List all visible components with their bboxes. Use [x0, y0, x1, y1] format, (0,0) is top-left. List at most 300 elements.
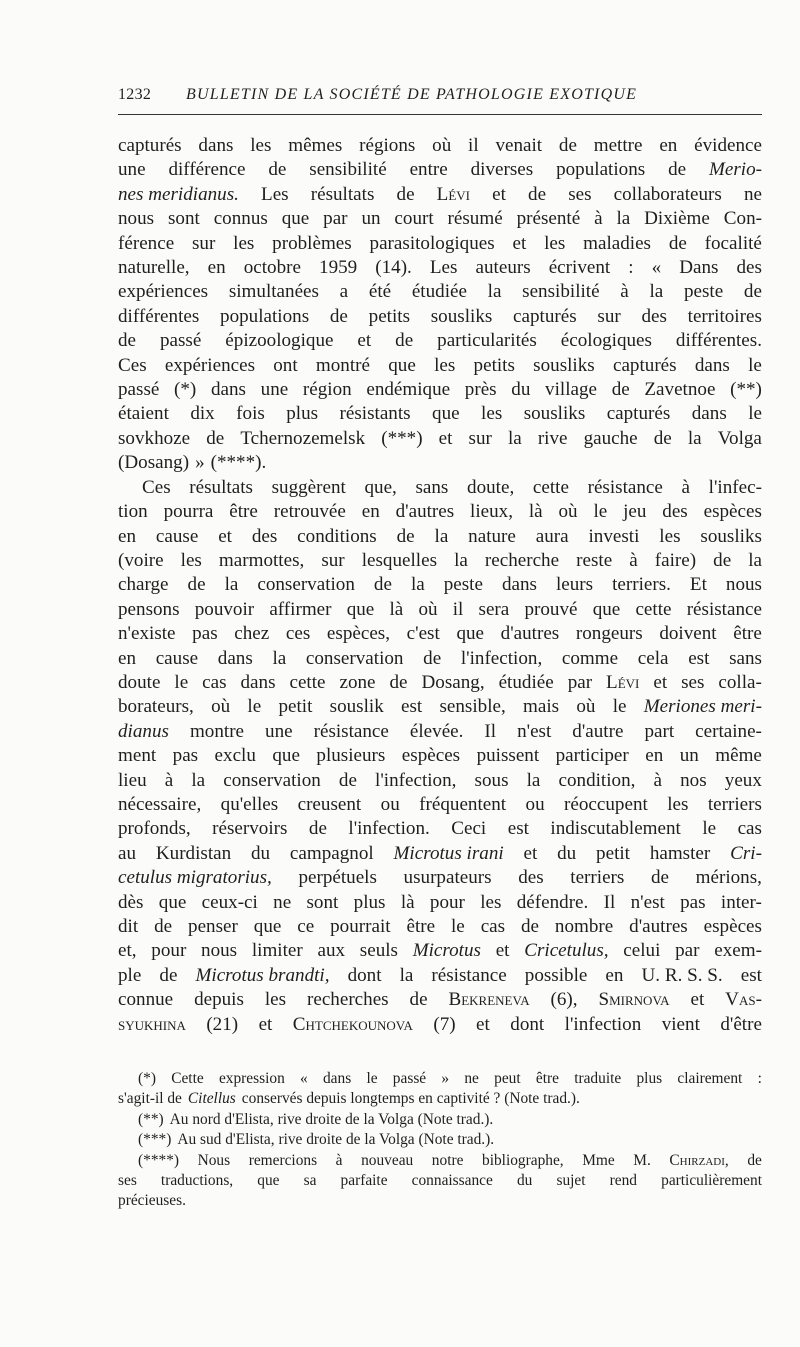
word: de: [747, 1151, 762, 1169]
text-line: [118, 207, 762, 231]
word: conservation: [223, 769, 321, 791]
word: écologiques: [560, 330, 652, 352]
footnote-1-cont: [118, 1089, 762, 1109]
word: où: [576, 696, 596, 718]
word: :: [757, 1070, 762, 1087]
word: de: [118, 330, 137, 352]
text-line: [118, 525, 762, 549]
word: est: [507, 818, 529, 840]
word: (Dosang): [118, 452, 190, 474]
word: la: [434, 525, 449, 547]
word: sovkhoze: [118, 427, 191, 449]
word: que: [432, 403, 460, 425]
word: le: [247, 696, 262, 718]
word: peut: [494, 1070, 521, 1087]
word: dans: [210, 379, 246, 401]
word: nouveau: [361, 1151, 414, 1169]
word: montre: [189, 720, 245, 742]
word: le: [451, 916, 465, 937]
text-line: [118, 769, 762, 793]
word: n'est: [630, 891, 665, 913]
word: par: [675, 940, 700, 962]
word: en: [118, 647, 137, 669]
word: Microtus: [412, 940, 481, 962]
word: par: [323, 208, 348, 230]
word: un: [679, 745, 699, 767]
word: certaine-: [695, 720, 762, 742]
word: hamster: [649, 842, 711, 864]
word: plusieurs: [316, 745, 386, 767]
word: chez: [234, 623, 270, 645]
word: sousliks: [700, 525, 762, 547]
author-name: Vas-: [725, 989, 762, 1011]
word: naturelle,: [118, 257, 190, 279]
word: seuls: [359, 940, 398, 962]
body-text: [118, 134, 762, 1037]
word: 1959: [319, 257, 358, 279]
word: de: [743, 281, 762, 303]
word: à: [653, 769, 663, 791]
word: perpétuels: [298, 867, 377, 889]
word: pas: [172, 745, 199, 767]
word: capturés: [606, 403, 671, 425]
word: profonds,: [118, 818, 191, 840]
word: la: [224, 574, 239, 596]
word: nos: [680, 769, 707, 791]
text-line: [118, 647, 762, 671]
word: zone: [339, 671, 376, 693]
word: il: [452, 598, 464, 620]
word: sousliks: [523, 403, 586, 425]
word: problèmes: [272, 232, 352, 254]
word: connue: [118, 989, 174, 1011]
word: espèces: [703, 916, 762, 937]
word: Tchernozemelsk: [240, 427, 366, 449]
word: ses: [118, 1172, 137, 1190]
word: le: [748, 403, 762, 425]
word: notre: [431, 1151, 464, 1169]
word: sur: [597, 305, 621, 327]
word: sur: [468, 427, 492, 449]
word: la: [454, 549, 468, 571]
page-number: 1232: [118, 86, 152, 103]
word: la: [649, 281, 664, 303]
word: la: [399, 964, 414, 986]
word: la: [507, 427, 522, 449]
word: le: [593, 501, 608, 523]
word: »: [441, 1070, 450, 1087]
word: la: [616, 208, 631, 230]
word: fois: [236, 403, 265, 425]
word: Con-: [723, 208, 762, 230]
word: cette: [532, 476, 569, 498]
word: parasitologiques: [369, 232, 495, 254]
word: là: [528, 501, 543, 523]
word: une: [260, 379, 289, 401]
word: ne: [273, 891, 292, 913]
word: la: [487, 281, 502, 303]
word: rend: [609, 1172, 638, 1190]
word: octobre: [243, 257, 301, 279]
word: marmottes,: [218, 549, 305, 571]
word: dans: [691, 403, 727, 425]
word: espèces,: [326, 623, 391, 645]
word: petits: [368, 305, 411, 327]
word: de: [329, 305, 348, 327]
word: parfaite: [340, 1172, 388, 1190]
word: est: [401, 696, 423, 718]
word: connaissance: [411, 1172, 493, 1190]
footnote-2: [118, 1110, 762, 1130]
word: Dixième: [644, 208, 710, 230]
word: cette: [635, 598, 672, 620]
word: les: [264, 989, 287, 1011]
word: sur: [191, 232, 216, 254]
word: élevée.: [409, 720, 464, 742]
word: d'autres: [395, 501, 455, 523]
word: prouvé: [524, 598, 578, 620]
word: auteurs: [475, 257, 531, 279]
word: et: [512, 232, 527, 254]
word: où: [418, 598, 438, 620]
word: où: [558, 501, 578, 523]
word: (voire: [118, 549, 164, 571]
word: du: [557, 842, 577, 864]
word: sousliks: [533, 354, 595, 376]
word: du: [511, 379, 531, 401]
word: leurs: [555, 574, 594, 596]
word: dont: [347, 964, 382, 986]
word: résistants: [339, 403, 411, 425]
paragraph-start: [118, 476, 762, 500]
word: de: [373, 574, 392, 596]
word: le: [748, 354, 762, 376]
word: Citellus: [187, 1090, 236, 1108]
word: Cricetulus,: [524, 940, 609, 962]
word: l'infection: [564, 1013, 642, 1035]
word: et: [495, 940, 510, 962]
word: à: [335, 1151, 343, 1169]
word: (21): [206, 1013, 239, 1035]
word: résistance: [431, 964, 507, 986]
word: sur: [321, 549, 345, 571]
word: Les: [261, 183, 289, 205]
word: où: [211, 696, 231, 718]
word: (****): [138, 1151, 180, 1169]
word: est: [688, 647, 710, 669]
word: village: [545, 379, 598, 401]
word: Cri-: [730, 842, 762, 864]
word: précieuses.: [118, 1192, 186, 1210]
word: sans: [729, 647, 762, 669]
word: particulièrement: [661, 1172, 762, 1190]
word: cela: [637, 647, 669, 669]
word: exem-: [714, 940, 762, 962]
word: du: [251, 842, 271, 864]
word: à: [164, 769, 174, 791]
word: sujet: [556, 1172, 586, 1190]
word: que: [281, 208, 310, 230]
word: charge: [118, 574, 169, 596]
word: venait: [495, 135, 543, 156]
word: l'infection,: [460, 647, 543, 669]
word: en: [605, 964, 624, 986]
author-name: Smirnova: [598, 989, 670, 1011]
word: mais: [523, 696, 560, 718]
word: Ceci: [451, 818, 487, 840]
word: creusent: [297, 793, 362, 815]
author-name: syukhina: [118, 1013, 186, 1035]
word: de: [668, 159, 687, 181]
word: la: [191, 769, 206, 791]
word: rive: [537, 427, 568, 449]
word: reste: [576, 549, 613, 571]
word: la: [272, 647, 287, 669]
word: court: [394, 208, 434, 230]
word: espèces: [703, 501, 762, 523]
word: sont: [306, 891, 339, 913]
word: à: [629, 549, 638, 571]
word: à: [681, 476, 691, 498]
word: petit: [278, 696, 313, 718]
header-rule: [118, 114, 762, 115]
word: que: [456, 623, 485, 645]
word: sont: [167, 208, 200, 230]
word: ses: [568, 183, 592, 205]
word: sensibilité: [522, 281, 600, 303]
word: recherche: [484, 549, 560, 571]
word: Ces: [118, 354, 147, 376]
word: que: [592, 598, 621, 620]
word: que: [272, 745, 300, 767]
text-line: [118, 232, 762, 256]
word: s'agit-il de: [118, 1090, 182, 1108]
word: dix: [190, 403, 215, 425]
word: la: [526, 769, 541, 791]
word: petit: [596, 842, 630, 864]
word: de: [338, 769, 357, 791]
author-name: Bekreneva: [448, 989, 530, 1011]
word: nous: [118, 208, 155, 230]
word: le: [174, 671, 189, 693]
word: Ces: [142, 476, 171, 498]
word: depuis: [194, 989, 244, 1011]
word: et: [653, 671, 668, 693]
author-name: Lévi: [606, 671, 640, 693]
word: simultanées: [228, 281, 319, 303]
word: des: [641, 305, 667, 327]
word: Volga: [717, 427, 762, 449]
word: n'existe: [118, 623, 176, 645]
word: pour: [429, 891, 465, 913]
word: mérions,: [695, 867, 762, 889]
word: que: [158, 891, 187, 913]
word: il: [468, 135, 479, 156]
footnotes: [118, 1069, 762, 1212]
word: résultats: [310, 183, 375, 205]
word: les: [250, 135, 272, 156]
word: populations: [556, 159, 646, 181]
text-line: [118, 817, 762, 841]
word: sa: [303, 1172, 317, 1190]
word: «: [651, 257, 662, 279]
text-line: [118, 939, 762, 963]
word: pourrait: [330, 916, 391, 937]
word: exclu: [214, 745, 256, 767]
word: »: [195, 452, 205, 474]
word: Mme: [582, 1151, 615, 1169]
word: puissent: [476, 745, 540, 767]
word: maladies: [583, 232, 651, 254]
word: petits: [473, 354, 515, 376]
word: plus: [286, 403, 319, 425]
text-line: [118, 891, 762, 915]
word: être: [733, 623, 762, 645]
word: doivent: [659, 623, 717, 645]
word: condition,: [558, 769, 636, 791]
word: focalité: [704, 232, 762, 254]
word: Au nord d'Elista, rive droite de la Volga (Note trad.).: [169, 1110, 494, 1128]
text-line: [118, 793, 762, 817]
word: terriers.: [612, 574, 671, 596]
word: les: [480, 891, 502, 913]
word: dianus: [118, 720, 169, 742]
word: des: [736, 257, 762, 279]
word: résistance: [313, 720, 389, 742]
text-line: [118, 842, 762, 866]
word: endémique: [366, 379, 451, 401]
word: limiter: [251, 940, 303, 962]
word: les: [667, 793, 689, 815]
word: souslik: [329, 696, 384, 718]
word: Au sud d'Elista, rive droite de la Volga (Note trad.).: [177, 1131, 495, 1149]
word: expériences: [164, 354, 255, 376]
word: cas: [202, 671, 227, 693]
word: expression: [218, 1070, 285, 1087]
word: écrivent: [548, 257, 611, 279]
word: de: [396, 183, 415, 205]
word: l'infection,: [375, 769, 457, 791]
word: traduite: [574, 1070, 622, 1087]
word: campagnol: [289, 842, 374, 864]
word: lieux,: [470, 501, 513, 523]
word: régions: [359, 135, 416, 156]
word: férence: [118, 232, 175, 254]
word: (***): [138, 1131, 172, 1149]
word: collaborateurs: [613, 183, 722, 205]
word: affirmer: [269, 598, 332, 620]
word: passé: [118, 379, 160, 401]
word: sans: [415, 476, 449, 498]
text-line: [118, 354, 762, 378]
word: sous: [474, 769, 509, 791]
word: et: [438, 427, 453, 449]
word: dans: [694, 354, 730, 376]
word: étudiée: [411, 281, 467, 303]
word: les: [233, 232, 255, 254]
text-line: [118, 866, 762, 890]
word: de: [154, 916, 173, 937]
word: passé: [159, 330, 202, 352]
word: ou: [525, 793, 545, 815]
word: et: [476, 1013, 490, 1035]
text-line: [118, 183, 762, 207]
word: les: [544, 232, 566, 254]
word: que,: [364, 476, 397, 498]
word: et,: [118, 940, 137, 962]
word: région: [302, 379, 352, 401]
word: en: [361, 501, 380, 523]
word: jeu: [623, 501, 647, 523]
footnote-ref: (****).: [210, 452, 267, 474]
word: l'infection.: [348, 818, 430, 840]
word: dont: [510, 1013, 545, 1035]
word: que: [253, 916, 282, 937]
text-line: [118, 1013, 762, 1037]
word: (*): [138, 1070, 156, 1087]
word: que: [346, 598, 375, 620]
text-line: [118, 744, 762, 768]
word: comme: [561, 647, 619, 669]
word: dans: [217, 647, 253, 669]
journal-title: BULLETIN DE LA SOCIÉTÉ DE PATHOLOGIE EXOTIQUE: [186, 86, 638, 103]
word: de: [389, 671, 408, 693]
word: différentes.: [675, 330, 762, 352]
word: nombre: [554, 916, 614, 937]
word: conservation: [305, 647, 404, 669]
word: diverses: [470, 159, 534, 181]
text-line: [118, 598, 762, 622]
word: les: [434, 354, 456, 376]
word: traductions,: [160, 1172, 234, 1190]
word: lesquelles: [361, 549, 438, 571]
author-name: Chirzadi,: [669, 1151, 729, 1169]
word: une: [265, 720, 293, 742]
word: en: [659, 135, 678, 156]
word: investi: [588, 525, 640, 547]
word: ment: [118, 745, 157, 767]
word: «: [300, 1070, 308, 1087]
word: usurpateurs: [403, 867, 492, 889]
word: est: [740, 964, 762, 986]
text-line: [118, 402, 762, 426]
word: plus: [636, 1070, 663, 1087]
text-line: [118, 451, 762, 475]
word: de: [206, 427, 225, 449]
word: capturés: [118, 135, 182, 156]
word: nature: [468, 525, 516, 547]
word: capturés: [612, 354, 677, 376]
text-line: [118, 622, 762, 646]
word: où: [432, 135, 452, 156]
word: mêmes: [288, 135, 343, 156]
word: penser: [188, 916, 238, 937]
word: faire): [654, 549, 697, 571]
word: Dosang,: [421, 671, 485, 693]
word: qu'elles: [220, 793, 279, 815]
author-name: Lévi: [436, 183, 470, 205]
word: populations: [220, 305, 310, 327]
word: conditions: [297, 525, 377, 547]
text-line: [118, 427, 762, 451]
word: les: [481, 403, 503, 425]
author-name: Chtchekounova: [292, 1013, 413, 1035]
word: dès: [118, 891, 144, 913]
word: retrouvée: [273, 501, 346, 523]
word: là: [400, 891, 415, 913]
word: Nous: [197, 1151, 231, 1169]
word: ses: [681, 671, 705, 693]
